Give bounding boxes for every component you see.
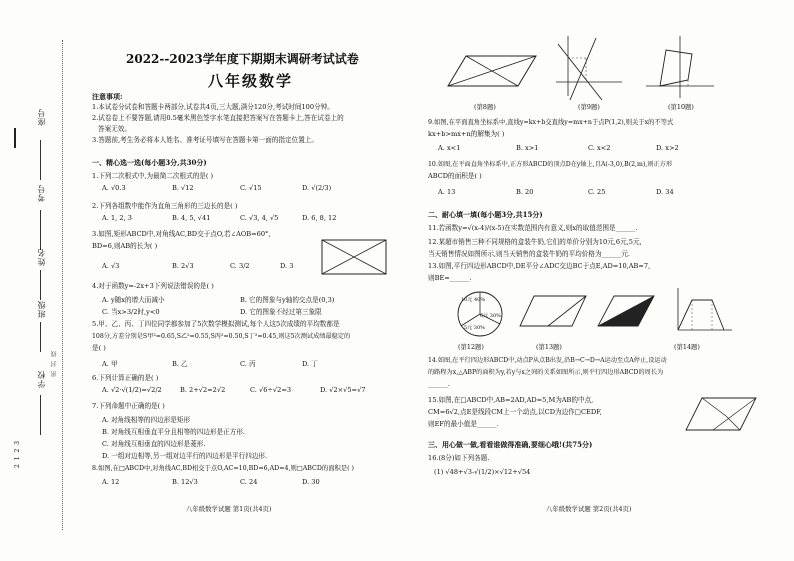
q3-option-a: A. √3 — [102, 262, 120, 270]
q9-option-b: B. x>1 — [516, 144, 539, 152]
fig9-caption: (第9题) — [578, 103, 600, 111]
q1-stem: 1.下列二次根式中,为最简二次根式的是( ) — [92, 172, 214, 180]
q2-option-c: C. √3, 4, √5 — [240, 214, 279, 222]
section-2-heading: 二、耐心填一填(每小题3分,共15分) — [428, 210, 543, 219]
q8-option-a: A. 12 — [102, 478, 120, 486]
q15-figure — [686, 392, 758, 436]
note-2: 2.试卷卷上不要答题,请用0.5毫米黑色签字水笔直接把答案写在答题卡上,答在试卷上的 — [92, 114, 344, 122]
q2-option-a: A. 1, 2, 3 — [102, 214, 132, 222]
q4-option-b: B. 它的图象与y轴的交点是(0,3) — [240, 296, 335, 304]
q4-option-a: A. y随x的增大而减小 — [102, 296, 165, 304]
pie-label-6: 6元 30% — [480, 313, 501, 319]
notes-heading: 注意事项: — [92, 92, 123, 101]
q5-stem-b: 108分,方差分别是S甲²=0.65,S乙²=0.55,S丙²=0.50,S丁²=0.45,则这5次测试成绩最稳定的 — [92, 333, 351, 340]
q13-parallelogram-figure — [518, 292, 588, 332]
seat-line — [40, 140, 41, 180]
q1-option-d: D. √(2/3) — [302, 184, 332, 192]
q15-stem-a: 15.如图,在□ABCD中,AB=2AD,AD=5,M为AB的中点, — [428, 396, 594, 404]
exam-no-label: 考号 — [37, 184, 46, 202]
q3-rectangle-figure — [320, 238, 388, 276]
q10-option-c: C. 25 — [588, 188, 606, 196]
q1-option-b: B. √12 — [172, 184, 194, 192]
q11-stem: 11.若函数y=√(x-4)/(x-5)在实数范围内有意义,则x的取值范围是______. — [428, 224, 638, 232]
q4-option-d: D. 它的图象不经过第三象限 — [240, 308, 322, 316]
q9-stem-b: kx+b>mx+n的解集为( ) — [428, 130, 505, 138]
class-label: 班级 — [37, 300, 46, 318]
q10-stem-a: 10.如图,在平面直角坐标系中,正方形ABCD的顶点D在y轴上,且A(-3,0),B(2,m),则正方形 — [428, 161, 673, 168]
q15-stem-c: 则EF的最小值是______. — [428, 420, 499, 428]
q9-graph-figure — [556, 36, 626, 102]
q3-stem-b: BD=6,则AB的长为( ) — [92, 242, 158, 250]
q14-stem-a: 14.如图,在平行四边形ABCD中,动点P从点B出发,沿B→C→D→A运动至点A停止,设运动 — [428, 357, 667, 364]
q5-stem-a: 5.甲、乙、丙、丁四位同学都参加了5次数学模拟测试,每个人这5次成绩的平均数都是 — [92, 320, 340, 328]
q10-stem-b: ABCD的面积是( ) — [428, 172, 482, 180]
q8-option-b: B. 12√3 — [172, 478, 198, 486]
q1-option-c: C. √15 — [240, 184, 262, 192]
right-column — [428, 0, 788, 561]
q9-stem-a: 9.如图,在平面直角坐标系中,直线y=kx+b交直线y=mx+n于点P(1,2),则关于x的不等式 — [428, 119, 674, 126]
pie-label-5: 5元 30% — [464, 325, 485, 331]
q3-option-d: D. 3 — [280, 262, 294, 270]
subject-title: 八年级数学 — [208, 72, 294, 90]
school-line — [40, 395, 41, 435]
section-3-heading: 三、用心做一做,看看谁做得准确,要细心哦!(共75分) — [428, 440, 593, 449]
q7-stem: 7.下列命题中正确的是( ) — [92, 402, 165, 410]
q7-option-d: D. 一组对边相等,另一组对边平行的四边形是平行四边形. — [102, 452, 268, 460]
q5-option-d: D. 丁 — [302, 360, 318, 368]
q8-option-c: C. 24 — [240, 478, 258, 486]
q5-stem-c: 是( ) — [92, 344, 106, 352]
left-footer: 八年级数学试题 第1页(共4页) — [186, 505, 272, 513]
q5-option-b: B. 乙 — [172, 360, 188, 368]
q5-option-a: A. 甲 — [102, 360, 118, 368]
q2-option-d: D. 6, 8, 12 — [302, 214, 337, 222]
name-label: 姓名 — [37, 248, 46, 266]
binding-margin — [0, 0, 60, 561]
q6-option-d: D. √2×√5=√7 — [320, 386, 366, 394]
q6-option-b: B. 2+√2=2√2 — [180, 386, 226, 394]
fig8-caption: (第8题) — [474, 103, 496, 111]
q13-stem-b: 则BE=______. — [428, 274, 472, 282]
q9-option-a: A. x<1 — [438, 144, 461, 152]
exam-title: 2022--2023学年度下期期末调研考试试卷 — [126, 52, 359, 66]
q8-option-d: D. 30 — [302, 478, 320, 486]
q13-stem: 13.如图,平行四边形ABCD中,DE平分∠ADC交边BC于点E,AD=10,AB=7, — [428, 262, 651, 270]
exam-no-line — [40, 210, 41, 250]
fig10-caption: (第10题) — [668, 103, 694, 111]
section-1-heading: 一、精心选一选(每小题3分,共30分) — [92, 158, 207, 167]
note-3: 3.答题前,考生务必将本人姓名、准考证号填写在答题卡第一面的指定位置上。 — [92, 136, 318, 144]
q2-stem: 2.下列各组数中能作为直角三角形的三边长的是( ) — [92, 202, 238, 210]
school-label: 学校 — [37, 370, 46, 388]
q10-option-b: B. 20 — [516, 188, 534, 196]
q4-option-c: C. 当x>3/2时,y<0 — [102, 308, 160, 316]
bottom-mark: 2 1 2 3 — [14, 440, 21, 468]
margin-mark — [14, 128, 16, 148]
q7-option-a: A. 对角线相等的四边形是矩形 — [102, 416, 191, 424]
q16-part-1: (1) √48+√3-√(1/2)×√12+√54 — [434, 468, 531, 476]
q12-stem-a: 12.某超市销售三种不同规格的盒装牛奶,它们的单价分别为10元,6元,5元, — [428, 238, 642, 246]
seat-label: 座号 — [37, 108, 46, 126]
pie-label-10: 10元 40% — [461, 297, 486, 303]
q7-option-c: C. 对角线互相垂直的四边形是菱形. — [102, 440, 206, 448]
q15-stem-b: CM=6√2,点E是线段CM上一个动点,以CD为边作□CEDF, — [428, 408, 602, 416]
q6-option-a: A. √2·√(1/2)=√2/2 — [102, 386, 162, 394]
q14-shape-figure — [596, 292, 656, 332]
q8-parallelogram-figure — [448, 50, 538, 92]
q1-option-a: A. √0.3 — [102, 184, 126, 192]
fig14-caption: (第14题) — [674, 343, 700, 351]
q9-option-d: D. x>2 — [656, 144, 679, 152]
name-line — [40, 270, 41, 300]
q6-stem: 6.下列计算正确的是( ) — [92, 374, 159, 382]
q2-option-b: B. 4, 5, √41 — [172, 214, 211, 222]
q10-option-d: D. 34 — [656, 188, 674, 196]
right-footer: 八年级数学试题 第2页(共4页) — [546, 505, 632, 513]
q14-stem-c: ______. — [428, 380, 450, 388]
q16-stem: 16.(8分)如下列各题. — [428, 454, 490, 462]
q3-option-c: C. 3/2 — [230, 262, 250, 270]
q3-option-b: B. 2√3 — [172, 262, 194, 270]
class-line — [40, 322, 41, 352]
cut-line — [62, 40, 63, 530]
q14-graph-figure — [672, 288, 734, 336]
fig12-caption: (第12题) — [458, 343, 484, 351]
q14-stem-b: 的路程为x,△ABP的面积为y,若y与x之间的关系如图所示,则平行四边形ABCD的周长为 — [428, 369, 664, 376]
q12-stem-b: 当天销售情况如图所示,则当天销售的盒装牛奶的平均价格为______元. — [428, 250, 631, 258]
q3-stem-a: 3.如图,矩形ABCD中,对角线AC,BD交于点O,若∠AOB=60°, — [92, 230, 271, 238]
q10-square-figure — [646, 36, 716, 102]
q8-stem: 8.如图,在□ABCD中,对角线AC,BD相交于点O,AC=10,BD=6,AD=4,则□ABCD的面积是( ) — [92, 465, 354, 472]
left-column — [80, 0, 415, 561]
note-2b: 答案无效。 — [98, 125, 131, 133]
note-1: 1.本试卷分试卷和答题卡两部分,试卷共4页,三大题,满分120分,考试时间100分钟。 — [92, 103, 334, 111]
fig13-caption: (第13题) — [536, 343, 562, 351]
q9-option-c: C. x<2 — [588, 144, 611, 152]
q6-option-c: C. √6÷√2=3 — [250, 386, 292, 394]
q10-option-a: A. 13 — [438, 188, 456, 196]
q7-option-b: B. 对角线互相垂直平分且相等的四边形是正方形. — [102, 428, 246, 436]
q4-stem: 4.对于函数y=-2x+3下列说法错误的是( ) — [92, 282, 214, 290]
q5-option-c: C. 丙 — [240, 360, 256, 368]
seal-note: 密 封 线 — [51, 350, 58, 377]
